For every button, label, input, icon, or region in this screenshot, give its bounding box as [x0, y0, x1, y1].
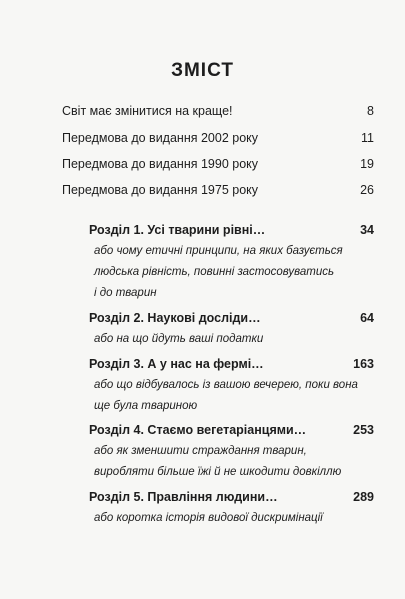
chapter-subtitle-line: або чому етичні принципи, на яких базується [94, 245, 343, 257]
chapter-subtitle-line: ще була твариною [94, 400, 198, 412]
chapter-subtitle-line: і до тварин [94, 287, 157, 299]
chapter-subtitle-line: людська рівність, повинні застосовуватись [94, 266, 335, 278]
toc-entry-page-number: 11 [361, 131, 374, 145]
chapter-title: Розділ 2. Наукові досліди… [89, 311, 261, 325]
chapter-title: Розділ 4. Стаємо вегетаріанцями… [89, 423, 307, 437]
toc-entry-page-number: 64 [360, 311, 374, 325]
toc-entry-label: Передмова до видання 1990 року [62, 157, 259, 171]
chapter-subtitle-line: або як зменшити страждання тварин, [94, 445, 307, 457]
chapter-subtitle-line: виробляти більше їжі й не шкодити довкіллю [94, 466, 342, 478]
toc-entry-page-number: 163 [353, 357, 374, 371]
toc-entry-label: Передмова до видання 1975 року [62, 183, 259, 197]
toc-entry-page-number: 26 [360, 183, 374, 197]
toc-entry-label: Світ має змінитися на краще! [62, 104, 233, 118]
toc-entry-page-number: 253 [353, 423, 374, 437]
toc-entry-page-number: 289 [353, 490, 374, 504]
page-title: ЗМІСТ [171, 60, 234, 81]
toc-entry-page-number: 34 [360, 223, 374, 237]
toc-entry-page-number: 19 [360, 157, 374, 171]
chapter-subtitle-line: або що відбувалось із вашою вечерею, поки вона [94, 379, 358, 391]
toc-entry-page-number: 8 [367, 104, 374, 118]
chapter-subtitle-line: або коротка історія видової дискримінації [94, 512, 323, 524]
chapter-title: Розділ 1. Усі тварини рівні… [89, 223, 266, 237]
chapter-subtitle-line: або на що йдуть ваші податки [94, 333, 264, 345]
chapter-title: Розділ 5. Правління людини… [89, 490, 278, 504]
chapter-title: Розділ 3. А у нас на фермі… [89, 357, 264, 371]
toc-entry-label: Передмова до видання 2002 року [62, 131, 259, 145]
